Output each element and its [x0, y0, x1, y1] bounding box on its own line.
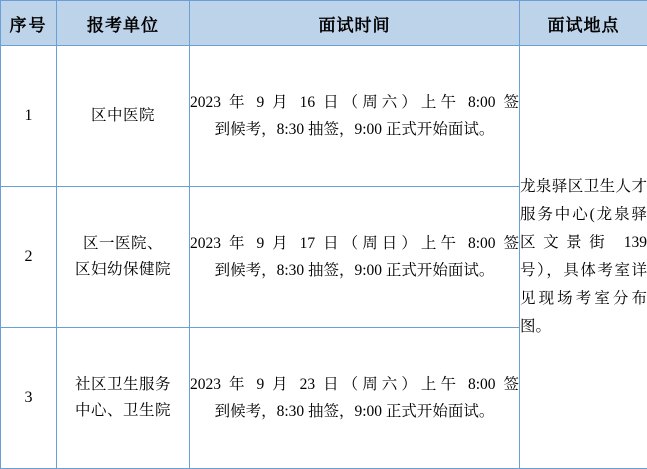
cell-time-line: 到候考，8:30 抽签，9:00 正式开始面试。 — [214, 262, 495, 279]
table-body — [1, 46, 647, 469]
cell-unit-line: 中心、卫生院 — [74, 402, 171, 419]
cell-sequence: 2 — [1, 187, 57, 328]
column-header-time: 面试时间 — [190, 1, 520, 46]
cell-sequence: 3 — [1, 328, 57, 469]
cell-sequence: 1 — [1, 46, 57, 187]
cell-time-line: 到候考，8:30 抽签，9:00 正式开始面试。 — [214, 403, 495, 420]
cell-unit-line: 区中医院 — [90, 107, 155, 125]
cell-unit-line: 区一医院、 — [82, 235, 163, 253]
column-header-unit: 报考单位 — [57, 1, 190, 46]
cell-unit — [57, 187, 190, 328]
cell-unit — [57, 46, 190, 187]
column-header-place: 面试地点 — [520, 1, 647, 46]
cell-place-text: 龙泉驿区卫生人才服务中心(龙泉驿区文景街 139 号），具体考室详见现场考室分布图。 — [520, 178, 647, 335]
cell-unit-line: 区妇幼保健院 — [74, 261, 171, 278]
cell-time-line: 2023 年 9 月 17 日（周日）上午 8:00 签 — [190, 234, 519, 252]
cell-time — [190, 187, 520, 328]
table-row — [1, 46, 647, 187]
cell-time-line: 2023 年 9 月 16 日（周六）上午 8:00 签 — [190, 93, 519, 111]
column-header-sequence: 序号 — [1, 1, 57, 46]
table-header — [1, 1, 647, 46]
cell-time-line: 到候考，8:30 抽签，9:00 正式开始面试。 — [214, 121, 495, 138]
cell-unit-line: 社区卫生服务 — [74, 376, 171, 394]
cell-time — [190, 46, 520, 187]
cell-time-line: 2023 年 9 月 23 日（周六）上午 8:00 签 — [190, 375, 519, 393]
table-header-row — [1, 1, 647, 46]
cell-place-merged — [520, 46, 647, 469]
cell-unit — [57, 328, 190, 469]
cell-time — [190, 328, 520, 469]
